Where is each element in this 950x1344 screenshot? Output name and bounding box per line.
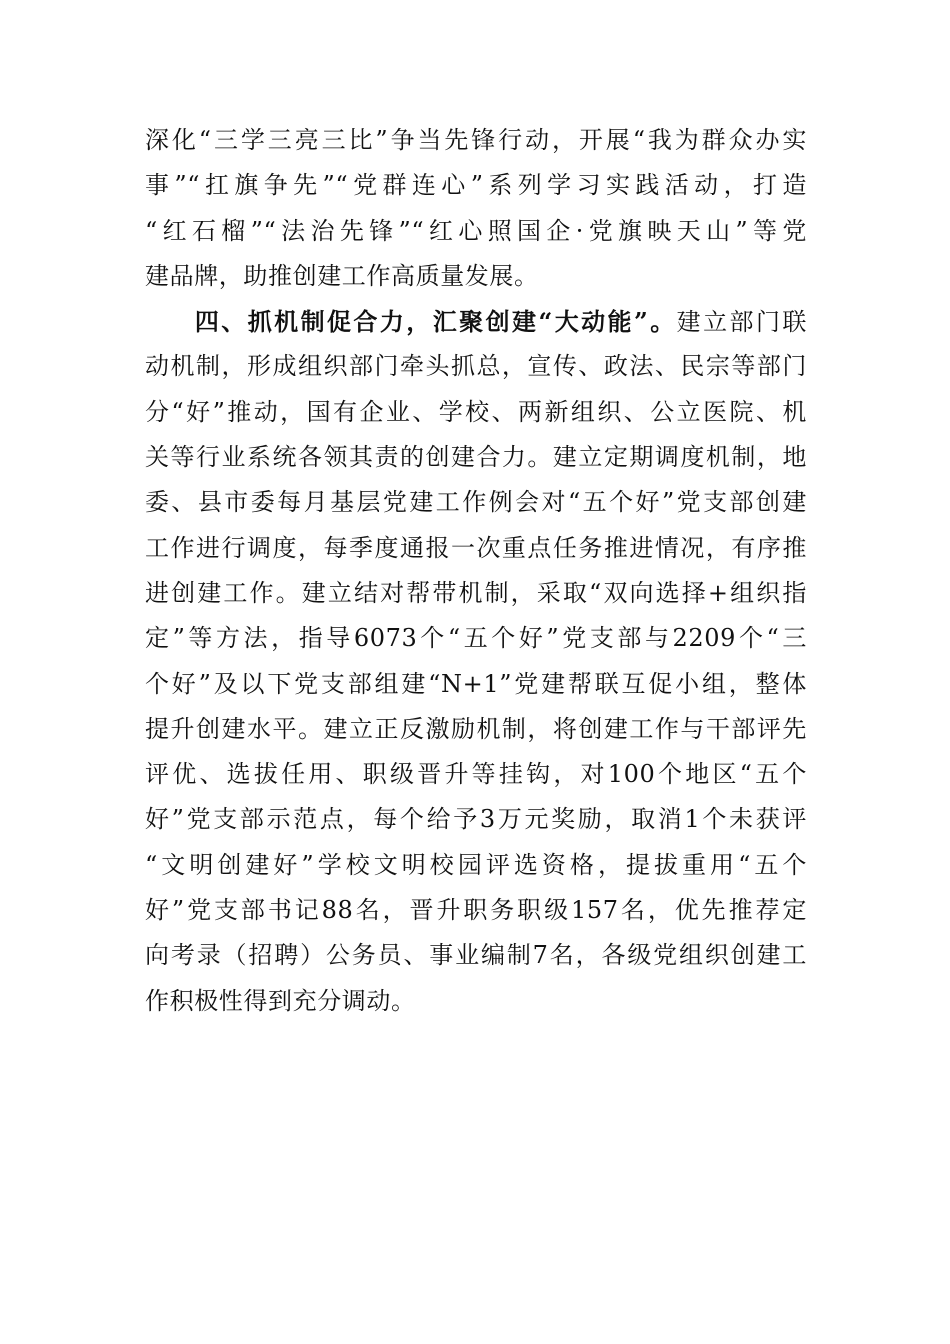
paragraph-line: 作积极性得到充分调动。 bbox=[145, 986, 416, 1015]
paragraph-line: 个好”及以下党支部组建“N+1”党建帮联互促小组，整体 bbox=[145, 669, 807, 698]
paragraph-line: 进创建工作。建立结对帮带机制，采取“双向选择+组织指 bbox=[145, 578, 807, 607]
paragraph-line: 深化“三学三亮三比”争当先锋行动，开展“我为群众办实 bbox=[145, 126, 807, 154]
paragraph-line: 建品牌，助推创建工作高质量发展。 bbox=[145, 261, 539, 290]
paragraph-first-line bbox=[145, 299, 807, 344]
paragraph-line: “文明创建好”学校文明校园评选资格，提拔重用“五个 bbox=[145, 850, 807, 879]
paragraph-line: 向考录（招聘）公务员、事业编制7名，各级党组织创建工 bbox=[145, 941, 807, 970]
paragraph-line: 分“好”推动，国有企业、学校、两新组织、公立医院、机 bbox=[145, 397, 807, 426]
section-heading: 四、抓机制促合力，汇聚创建“大动能”。 bbox=[193, 307, 677, 337]
paragraph-1 bbox=[145, 118, 807, 299]
paragraph-2 bbox=[145, 299, 807, 1024]
document-body bbox=[145, 118, 807, 1024]
paragraph-line: 关等行业系统各领其责的创建合力。建立定期调度机制，地 bbox=[145, 443, 807, 472]
paragraph-line: 提升创建水平。建立正反激励机制，将创建工作与干部评先 bbox=[145, 714, 807, 743]
paragraph-line: 定”等方法，指导6073个“五个好”党支部与2209个“三 bbox=[145, 624, 807, 653]
paragraph-line: 评优、选拔任用、职级晋升等挂钩，对100个地区“五个 bbox=[145, 760, 807, 789]
paragraph-line: 事”“扛旗争先”“党群连心”系列学习实践活动，打造 bbox=[145, 171, 807, 200]
paragraph-line: 委、县市委每月基层党建工作例会对“五个好”党支部创建 bbox=[145, 488, 807, 517]
paragraph-line: 好”党支部书记88名，晋升职务职级157名，优先推荐定 bbox=[145, 896, 807, 925]
paragraph-line: 动机制，形成组织部门牵头抓总，宣传、政法、民宗等部门 bbox=[145, 352, 807, 381]
paragraph-line: 工作进行调度，每季度通报一次重点任务推进情况，有序推 bbox=[145, 533, 807, 562]
paragraph-line: “红石榴”“法治先锋”“红心照国企·党旗映天山”等党 bbox=[145, 216, 807, 245]
paragraph-text: 建立部门联 bbox=[676, 308, 808, 337]
paragraph-line: 好”党支部示范点，每个给予3万元奖励，取消1个未获评 bbox=[145, 805, 807, 834]
